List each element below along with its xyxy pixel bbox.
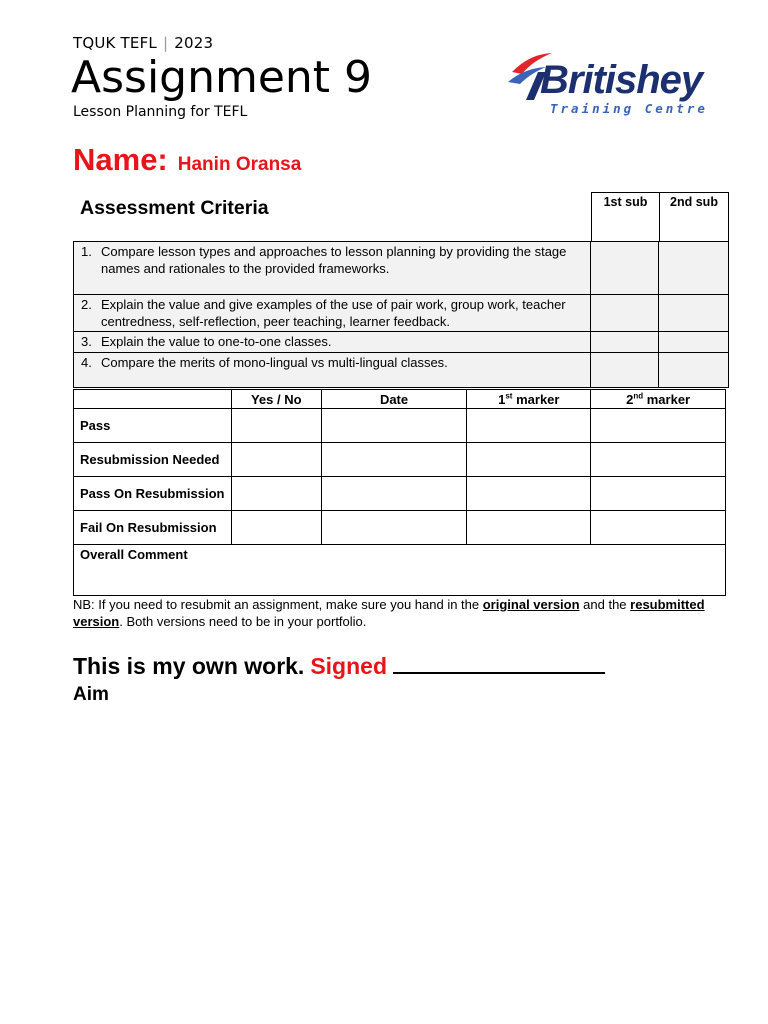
resubmitted-version-text: resubmitted version: [73, 597, 705, 629]
criteria-number: 2.: [74, 295, 97, 332]
overall-comment-cell[interactable]: [74, 545, 726, 596]
criteria-text: Compare lesson types and approaches to lesson planning by providing the stage names and rationales to the provided frameworks.: [97, 242, 591, 295]
organisation-line: [73, 34, 213, 52]
yes-no-cell[interactable]: [231, 409, 321, 443]
second-marker-cell[interactable]: [591, 511, 726, 545]
header-year: 2023: [174, 34, 214, 52]
first-sub-cell[interactable]: [591, 295, 659, 332]
student-name-value: Hanin Oransa: [177, 154, 302, 175]
britishey-logo: [506, 50, 736, 122]
assessment-criteria-heading: Assessment Criteria: [80, 197, 269, 219]
grading-header-row: [74, 390, 726, 409]
criteria-row: [74, 242, 729, 295]
yes-no-cell[interactable]: [231, 443, 321, 477]
logo-wordmark: Britishey: [540, 58, 703, 102]
first-sub-cell[interactable]: [591, 332, 659, 353]
overall-comment-row: [74, 545, 726, 596]
second-sub-cell[interactable]: [659, 295, 729, 332]
yes-no-cell[interactable]: [231, 511, 321, 545]
overall-comment-label: Overall Comment: [80, 547, 188, 562]
criteria-table: [73, 241, 729, 388]
second-sub-cell[interactable]: [659, 332, 729, 353]
signature-line[interactable]: [393, 650, 605, 674]
first-sub-cell[interactable]: [591, 353, 659, 388]
note-mid: and the: [579, 597, 631, 612]
second-sub-header: 2nd sub: [659, 192, 729, 242]
date-header: Date: [321, 390, 467, 409]
grading-header-blank: [74, 390, 232, 409]
criteria-text: Explain the value to one-to-one classes.: [97, 332, 591, 353]
criteria-row: [74, 295, 729, 332]
first-sub-cell[interactable]: [591, 242, 659, 295]
date-cell[interactable]: [321, 409, 467, 443]
grading-row-pass: [74, 409, 726, 443]
original-version-text: original version: [482, 597, 580, 612]
criteria-number: 1.: [74, 242, 97, 295]
criteria-row: [74, 353, 729, 388]
org-name: TQUK TEFL: [73, 34, 157, 52]
second-marker-word: marker: [646, 391, 691, 407]
second-marker-num: 2: [626, 391, 634, 407]
second-marker-sup: nd: [633, 391, 644, 401]
grading-row-label: Pass: [74, 409, 232, 443]
criteria-text: Explain the value and give examples of the use of pair work, group work, teacher centredness, self-reflection, peer teaching, learner feedback.: [97, 295, 591, 332]
signed-label: Signed: [310, 653, 387, 679]
aim-label: Aim: [73, 684, 109, 705]
page-subtitle: Lesson Planning for TEFL: [73, 104, 248, 120]
first-sub-header: 1st sub: [591, 192, 660, 242]
note-suffix: . Both versions need to be in your portfolio.: [119, 614, 367, 629]
grading-row-resubmission-needed: [74, 443, 726, 477]
first-marker-cell[interactable]: [467, 443, 591, 477]
student-name-row: [73, 142, 301, 178]
first-marker-header: [467, 390, 591, 409]
grading-row-label: Resubmission Needed: [74, 443, 232, 477]
yes-no-header: Yes / No: [231, 390, 321, 409]
second-marker-cell[interactable]: [591, 443, 726, 477]
grading-table: [73, 389, 726, 596]
grading-row-pass-on-resubmission: [74, 477, 726, 511]
grading-row-label: Fail On Resubmission: [74, 511, 232, 545]
first-marker-num: 1: [498, 391, 506, 407]
first-marker-cell[interactable]: [467, 511, 591, 545]
date-cell[interactable]: [321, 477, 467, 511]
second-sub-cell[interactable]: [659, 242, 729, 295]
first-marker-word: marker: [516, 391, 560, 407]
note-prefix: NB: If you need to resubmit an assignment, make sure you hand in the: [73, 597, 483, 612]
logo-tagline: Training Centre: [550, 101, 708, 116]
yes-no-cell[interactable]: [231, 477, 321, 511]
first-marker-sup: st: [505, 391, 513, 401]
second-marker-header: [591, 390, 726, 409]
grading-row-fail-on-resubmission: [74, 511, 726, 545]
first-marker-cell[interactable]: [467, 477, 591, 511]
declaration-line: [73, 650, 605, 680]
criteria-number: 3.: [74, 332, 97, 353]
grading-row-label: Pass On Resubmission: [74, 477, 232, 511]
resubmission-note: [73, 596, 713, 630]
date-cell[interactable]: [321, 511, 467, 545]
second-sub-cell[interactable]: [659, 353, 729, 388]
date-cell[interactable]: [321, 443, 467, 477]
second-marker-cell[interactable]: [591, 409, 726, 443]
name-label: Name:: [73, 142, 168, 177]
header-separator: |: [162, 34, 169, 52]
page-title: Assignment 9: [71, 52, 373, 103]
criteria-number: 4.: [74, 353, 97, 388]
criteria-row: [74, 332, 729, 353]
second-marker-cell[interactable]: [591, 477, 726, 511]
criteria-text: Compare the merits of mono-lingual vs multi-lingual classes.: [97, 353, 591, 388]
declaration-text: This is my own work.: [73, 653, 305, 679]
first-marker-cell[interactable]: [467, 409, 591, 443]
